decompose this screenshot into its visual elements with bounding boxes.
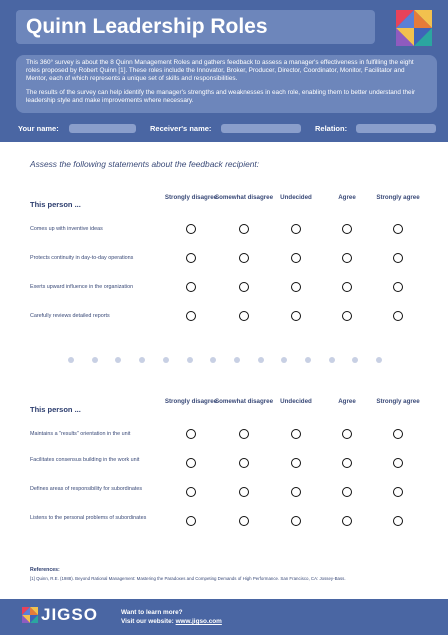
rating-radio[interactable]	[186, 516, 196, 526]
relation-label: Relation:	[315, 124, 348, 133]
statement-label: Facilitates consensus building in the work unit	[30, 457, 140, 463]
rating-radio[interactable]	[291, 282, 301, 292]
rating-radio[interactable]	[239, 516, 249, 526]
rating-radio[interactable]	[393, 487, 403, 497]
instruction-text: Assess the following statements about the feedback recipient:	[30, 159, 260, 169]
footer	[0, 599, 448, 635]
receiver-name-label: Receiver's name:	[150, 124, 212, 133]
rating-radio[interactable]	[342, 311, 352, 321]
relation-field[interactable]	[356, 124, 436, 133]
receiver-name-field[interactable]	[221, 124, 301, 133]
divider-dot	[305, 357, 311, 363]
rating-radio[interactable]	[342, 224, 352, 234]
scale-header: Strongly agree	[376, 194, 420, 201]
rating-radio[interactable]	[393, 516, 403, 526]
footer-brand: JIGSO	[41, 605, 98, 624]
rating-radio[interactable]	[239, 282, 249, 292]
scale-header: Agree	[338, 398, 356, 405]
rating-radio[interactable]	[239, 487, 249, 497]
divider-dot	[234, 357, 240, 363]
rating-radio[interactable]	[291, 224, 301, 234]
statement-label: Exerts upward influence in the organization	[30, 284, 134, 290]
visit-prefix: Visit our website:	[121, 618, 176, 625]
intro-panel	[16, 55, 437, 113]
rating-radio[interactable]	[186, 429, 196, 439]
references-title: References:	[30, 567, 60, 573]
divider-dot	[210, 357, 216, 363]
rating-radio[interactable]	[393, 224, 403, 234]
rating-radio[interactable]	[186, 487, 196, 497]
rating-radio[interactable]	[239, 458, 249, 468]
statement-label: Defines areas of responsibility for subordinates	[30, 486, 143, 492]
scale-header: Undecided	[280, 398, 312, 405]
your-name-field[interactable]	[69, 124, 136, 133]
rating-radio[interactable]	[186, 253, 196, 263]
rating-radio[interactable]	[239, 253, 249, 263]
scale-header: Somewhat disagree	[214, 398, 274, 405]
rating-radio[interactable]	[291, 253, 301, 263]
your-name-label: Your name:	[18, 124, 59, 133]
statement-label: Carefully reviews detailed reports	[30, 313, 110, 319]
scale-header: Strongly disagree	[164, 398, 218, 405]
divider-dot	[139, 357, 145, 363]
scale-header: Agree	[338, 194, 356, 201]
rating-radio[interactable]	[186, 458, 196, 468]
header	[0, 0, 448, 142]
rating-radio[interactable]	[393, 311, 403, 321]
divider-dot	[92, 357, 98, 363]
scale-header: Strongly disagree	[164, 194, 218, 201]
learn-more-text: Want to learn more?	[121, 609, 183, 616]
divider-dot	[115, 357, 121, 363]
rating-radio[interactable]	[291, 458, 301, 468]
rating-radio[interactable]	[342, 516, 352, 526]
rating-radio[interactable]	[186, 224, 196, 234]
statement-label: Protects continuity in day-to-day operations	[30, 255, 134, 261]
divider-dot	[329, 357, 335, 363]
rating-radio[interactable]	[239, 311, 249, 321]
rating-radio[interactable]	[239, 224, 249, 234]
title-bar	[16, 10, 375, 44]
rating-radio[interactable]	[239, 429, 249, 439]
divider-dot	[352, 357, 358, 363]
divider-dot	[187, 357, 193, 363]
jigso-footer-logo-icon	[22, 607, 38, 623]
footer-cta	[121, 608, 222, 626]
divider-dot	[376, 357, 382, 363]
intro-paragraph-2: The results of the survey can help identify the manager's strengths and weaknesses in each role, enabling them to better understand their leadership style and make improvements where necessary.	[26, 89, 416, 104]
statement-label: Maintains a "results" orientation in the unit	[30, 431, 131, 437]
section-1-title: This person ...	[30, 200, 81, 209]
rating-radio[interactable]	[291, 311, 301, 321]
statement-label: Comes up with inventive ideas	[30, 226, 103, 232]
website-link[interactable]: www.jigso.com	[175, 618, 222, 625]
rating-radio[interactable]	[342, 282, 352, 292]
recipient-fields	[0, 120, 448, 136]
scale-header: Strongly agree	[376, 398, 420, 405]
rating-radio[interactable]	[342, 253, 352, 263]
visit-website-text	[121, 617, 222, 626]
rating-radio[interactable]	[291, 487, 301, 497]
section-2-title: This person ...	[30, 405, 81, 414]
rating-radio[interactable]	[393, 282, 403, 292]
rating-radio[interactable]	[342, 429, 352, 439]
rating-radio[interactable]	[393, 458, 403, 468]
page-title: Quinn Leadership Roles	[26, 15, 268, 38]
intro-paragraph-1: This 360° survey is about the 8 Quinn Management Roles and gathers feedback to assess a manager's effectiveness in fulfilling the eight roles proposed by Robert Quinn [1]. These roles include the Innovator, Broker, Producer, Director, Coordinator, Monitor, Facilitator and Mentor, each of which represents a unique set of skills and responsibilities.	[26, 59, 414, 82]
jigso-logo-icon	[396, 10, 432, 46]
divider-dot	[258, 357, 264, 363]
rating-radio[interactable]	[186, 282, 196, 292]
scale-header: Undecided	[280, 194, 312, 201]
rating-radio[interactable]	[393, 253, 403, 263]
rating-radio[interactable]	[342, 487, 352, 497]
rating-radio[interactable]	[342, 458, 352, 468]
rating-radio[interactable]	[186, 311, 196, 321]
divider-dot	[281, 357, 287, 363]
rating-radio[interactable]	[291, 516, 301, 526]
references-text: [1] Quinn, R.E. (1988). Beyond Rational Management: Mastering the Paradoxes and Competing Demands of High Performance. San Francisco, CA: Jossey-Bass.	[30, 576, 346, 581]
rating-radio[interactable]	[291, 429, 301, 439]
divider-dot	[163, 357, 169, 363]
divider-dot	[68, 357, 74, 363]
scale-header: Somewhat disagree	[214, 194, 274, 201]
rating-radio[interactable]	[393, 429, 403, 439]
statement-label: Listens to the personal problems of subordinates	[30, 515, 147, 521]
